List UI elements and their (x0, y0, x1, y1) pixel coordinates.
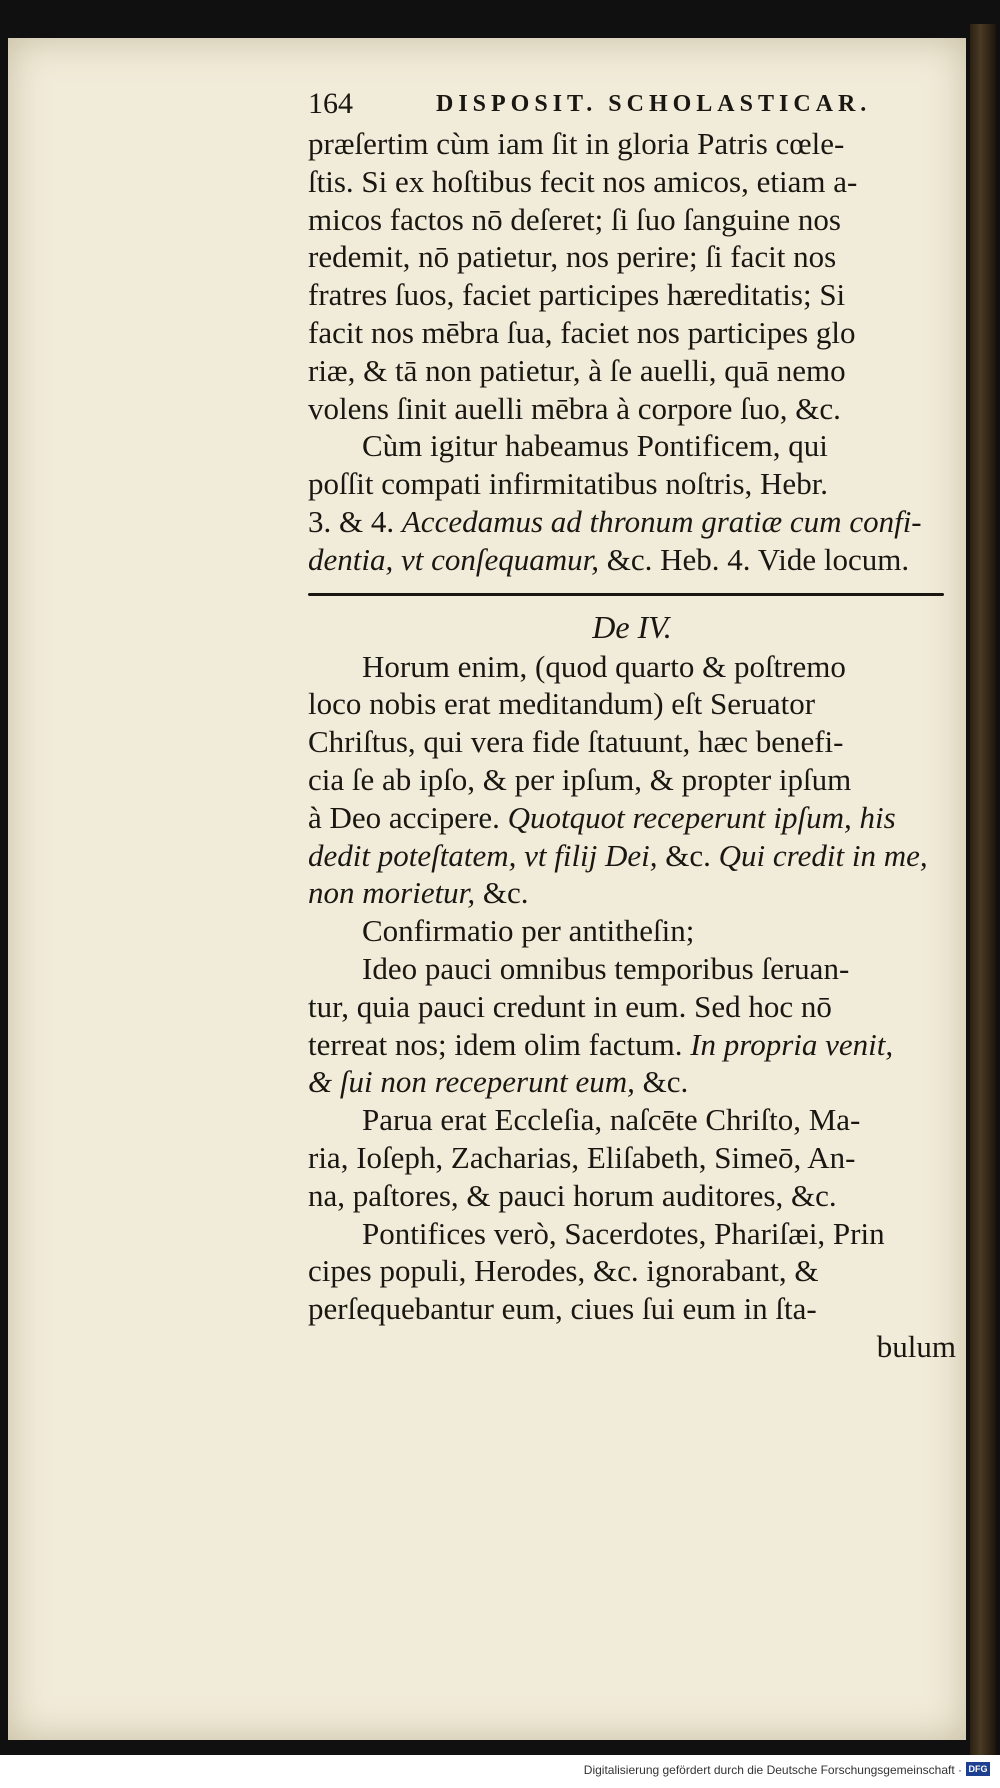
text-line: Pontifices verò, Sacerdotes, Phariſæi, Prin (362, 1215, 885, 1251)
text-line: riæ, & tā non patietur, à ſe auelli, quā nemo (308, 352, 846, 388)
text-line: volens ſinit auelli mēbra à corpore ſuo, &c. (308, 390, 841, 426)
text-line: à Deo accipere. Quotquot receperunt ipſum, his (308, 799, 896, 835)
text-line: Confirmatio per antitheſin; (362, 913, 695, 949)
italic-quote: dedit poteſtatem, vt filij Dei, (308, 837, 658, 873)
italic-quote: Qui credit in me, (718, 837, 928, 873)
page-header (308, 83, 956, 125)
text-line: ria, Ioſeph, Zacharias, Eliſabeth, Simeō, An- (308, 1139, 856, 1175)
text-line: poſſit compati infirmitatibus noſtris, Hebr. (308, 466, 829, 502)
italic-quote: dentia, vt conſequamur, (308, 541, 600, 577)
italic-quote: Accedamus ad thronum gratiæ cum confi- (401, 503, 922, 539)
catchword: bulum (876, 1328, 956, 1364)
book-spine (970, 24, 996, 1759)
text-line: dedit poteſtatem, vt filij Dei, &c. Qui credit in me, (308, 837, 928, 873)
text-line: fratres ſuos, faciet participes hæreditatis; Si (308, 277, 846, 313)
text-line: non morietur, &c. (308, 875, 529, 911)
italic-quote: Quotquot receperunt ipſum, his (507, 799, 896, 835)
text-line: na, paſtores, & pauci horum auditores, &c. (308, 1177, 837, 1213)
text-line: Ideo pauci omnibus temporibus ſeruan- (362, 950, 850, 986)
section-divider (308, 593, 944, 596)
running-head: DISPOSIT. SCHOLASTICAR. (436, 91, 872, 117)
paragraph-block-1 (308, 125, 956, 503)
text-line: terreat nos; idem olim factum. In propria venit, (308, 1026, 894, 1062)
footer-credit: Digitalisierung gefördert durch die Deutsche Forschungsgemeinschaft · (583, 1763, 962, 1777)
text-line: cipes populi, Herodes, &c. ignorabant, & (308, 1253, 819, 1289)
digitization-footer (0, 1755, 1000, 1788)
dfg-logo: DFG (966, 1762, 990, 1776)
text-line: Chriſtus, qui vera fide ſtatuunt, hæc benefi- (308, 724, 844, 760)
text-line: perſequebantur eum, ciues ſui eum in ſta- (308, 1291, 817, 1327)
text-line: Cùm igitur habeamus Pontificem, qui (362, 428, 828, 464)
text-line: tur, quia pauci credunt in eum. Sed hoc nō (308, 988, 832, 1024)
text-line: ſtis. Si ex hoſtibus fecit nos amicos, etiam a- (308, 163, 858, 199)
text-line: micos factos nō deſeret; ſi ſuo ſanguine nos (308, 201, 841, 237)
text-line: Horum enim, (quod quarto & poſtremo (362, 648, 846, 684)
text-line: Parua erat Eccleſia, naſcēte Chriſto, Ma- (362, 1102, 861, 1138)
text-line: dentia, vt conſequamur, &c. Heb. 4. Vide locum. (308, 541, 910, 577)
text-line: loco nobis erat meditandum) eſt Seruator (308, 686, 816, 722)
italic-quote: In propria venit, (690, 1026, 894, 1062)
section-heading: De IV. (592, 608, 672, 645)
paragraph-block-4 (308, 1101, 956, 1328)
page-number: 164 (308, 87, 353, 120)
text-line: redemit, nō patietur, nos perire; ſi facit nos (308, 239, 837, 275)
text-line: præſertim cùm iam ſit in gloria Patris cœle- (308, 126, 845, 161)
text-line: & ſui non receperunt eum, &c. (308, 1064, 689, 1100)
page-text (308, 83, 956, 1366)
text-line: facit nos mēbra ſua, faciet nos participes glo (308, 314, 856, 350)
text-line: cia ſe ab ipſo, & per ipſum, & propter ipſum (308, 761, 852, 797)
italic-quote: non morietur, (308, 875, 476, 911)
italic-quote: & ſui non receperunt eum, (308, 1064, 635, 1100)
text-line: 3. & 4. Accedamus ad thronum gratiæ cum confi- (308, 503, 922, 539)
